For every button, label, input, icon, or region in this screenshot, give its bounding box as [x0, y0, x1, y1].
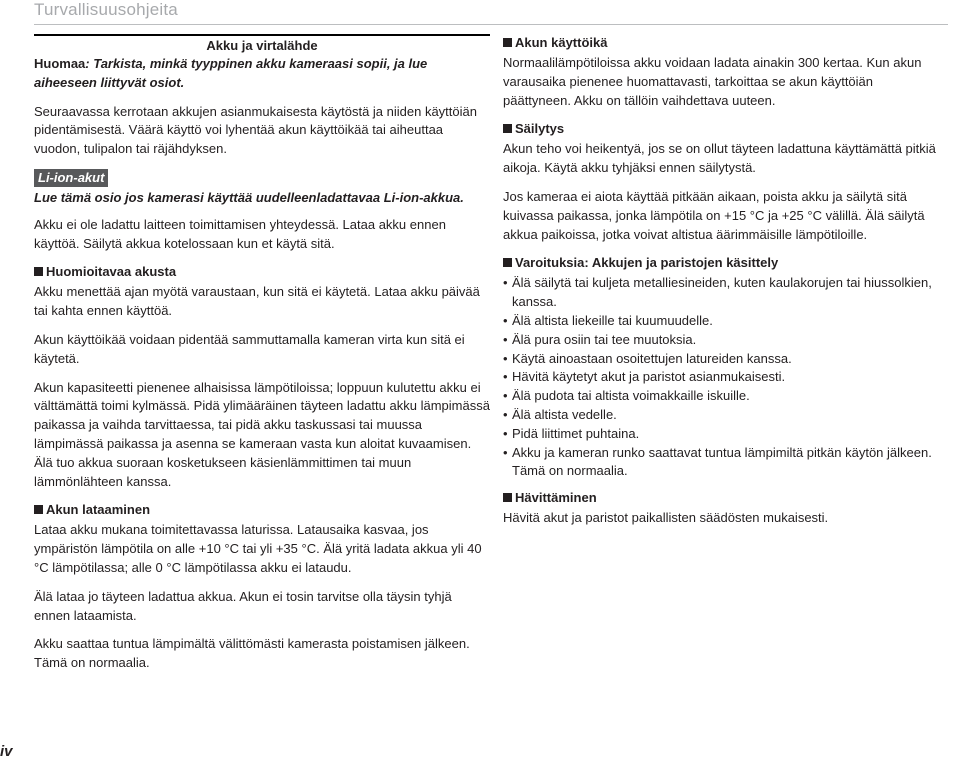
list-item: • Pidä liittimet puhtaina.: [503, 425, 943, 444]
heading-disposal: Hävittäminen: [503, 489, 943, 507]
paragraph-storage-1: Akun teho voi heikentyä, jos se on ollut täyteen ladattuna käyttämättä pitkiä aikoja. Käytä akku tyhjäksi ennen säilytystä.: [503, 141, 936, 176]
right-column: [503, 34, 943, 538]
warnings-list: [503, 274, 943, 481]
paragraph-charging: Lataa akku mukana toimitettavassa laturissa. Latausaika kasvaa, jos ympäristön lämpötila on alle +10 °C tai yli +35 °C. Älä yritä ladata akkua yli 40 °C lämpötilassa; alle 0 °C lämpötilassa akku ei lataudu.: [34, 522, 482, 575]
paragraph-battery-life: Akun käyttöikää voidaan pidentää sammuttamalla kameran virta kun sitä ei käytetä.: [34, 331, 465, 366]
list-item: • Älä altista liekeille tai kuumuudelle.: [503, 312, 943, 331]
paragraph-warm: Akku saattaa tuntua lämpimältä välittömästi kamerasta poistamisen jälkeen. Tämä on normaalia.: [34, 636, 470, 671]
paragraph-full-charge: Älä lataa jo täyteen ladattua akkua. Akun ei tosin tarvitse olla täysin tyhjä ennen lataamista.: [34, 588, 452, 623]
note-label: Huomaa: [34, 56, 86, 71]
list-item: • Käytä ainoastaan osoitettujen latureiden kanssa.: [503, 350, 943, 369]
note-text: : Tarkista, minkä tyyppinen akku kameraasi sopii, ja lue aiheeseen liittyvät osiot.: [34, 56, 428, 90]
section-title: Turvallisuusohjeita: [34, 0, 178, 19]
list-item: • Akku ja kameran runko saattavat tuntua lämpimiltä pitkän käytön jälkeen. Tämä on normaalia.: [503, 444, 943, 482]
li-ion-intro: Lue tämä osio jos kamerasi käyttää uudelleenladattavaa Li-ion-akkua.: [34, 189, 464, 205]
paragraph-cold: Akun kapasiteetti pienenee alhaisissa lämpötiloissa; loppuun kulutettu akku ei välttämättä toimi kylmässä. Pidä ylimääräinen täyteen ladattu akku lämpimässä paikassa ja vaihda tarvittaessa, tai pidä akku taskussasi tai muussa lämpimässä paikassa ja asenna se kameraan vasta kun aloitat kuvaamisen. Älä tuo akkua suoraan kosketukseen käsienlämmittimen tai muun lämmönlähteen kanssa.: [34, 379, 490, 489]
li-ion-badge: Li-ion-akut: [34, 169, 108, 187]
list-item: • Hävitä käytetyt akut ja paristot asianmukaisesti.: [503, 368, 943, 387]
list-item: • Älä säilytä tai kuljeta metalliesineiden, kuten kaulakorujen tai hiussolkien, kanssa.: [503, 274, 943, 312]
header-divider: [34, 24, 948, 25]
heading-charging: Akun lataaminen: [34, 501, 490, 519]
square-bullet-icon: [503, 258, 512, 267]
paragraph-disposal: Hävitä akut ja paristot paikallisten säädösten mukaisesti.: [503, 510, 829, 526]
note-paragraph: [34, 55, 490, 93]
heading-warnings: Varoituksia: Akkujen ja paristojen käsittely: [503, 254, 943, 272]
list-item: • Älä pudota tai altista voimakkaille iskuille.: [503, 387, 943, 406]
paragraph-recharge-count: Normaalilämpötiloissa akku voidaan ladata ainakin 300 kertaa. Kun akun varausaika pienenee huomattavasti, tarkoittaa se akun käyttöiän päättyneen. Akku on tällöin vaihdettava uuteen.: [503, 55, 922, 108]
left-column: [34, 34, 490, 683]
intro-paragraph: Seuraavassa kerrotaan akkujen asianmukaisesta käytöstä ja niiden käyttöiän pidentämisestä. Väärä käyttö voi lyhentää akun käyttöikää tai aiheuttaa vuodon, tulipalon tai räjähdyksen.: [34, 103, 477, 157]
heading-notes: Huomioitavaa akusta: [34, 263, 490, 281]
square-bullet-icon: [503, 124, 512, 133]
paragraph-discharge: Akku menettää ajan myötä varaustaan, kun sitä ei käytetä. Lataa akku päivää tai kahta ennen käyttöä.: [34, 284, 480, 319]
square-bullet-icon: [34, 267, 43, 276]
paragraph-not-charged: Akku ei ole ladattu laitteen toimittamisen yhteydessä. Lataa akku ennen käyttöä. Säilytä akkua kotelossaan kun et käytä sitä.: [34, 216, 446, 251]
square-bullet-icon: [503, 38, 512, 47]
box-title: Akku ja virtalähde: [34, 34, 490, 55]
heading-storage: Säilytys: [503, 120, 943, 138]
page-number: iv: [0, 743, 13, 760]
paragraph-storage-2: Jos kameraa ei aiota käyttää pitkään aikaan, poista akku ja säilytä sitä kuivassa paikassa, jonka lämpötila on +15 °C ja +25 °C välillä. Älä säilytä akkua paikoissa, jotka voivat altistua äärimmäisille lämpötiloille.: [503, 188, 925, 242]
heading-battery-life: Akun käyttöikä: [503, 34, 943, 52]
list-item: • Älä pura osiin tai tee muutoksia.: [503, 331, 943, 350]
list-item: • Älä altista vedelle.: [503, 406, 943, 425]
square-bullet-icon: [503, 493, 512, 502]
square-bullet-icon: [34, 505, 43, 514]
